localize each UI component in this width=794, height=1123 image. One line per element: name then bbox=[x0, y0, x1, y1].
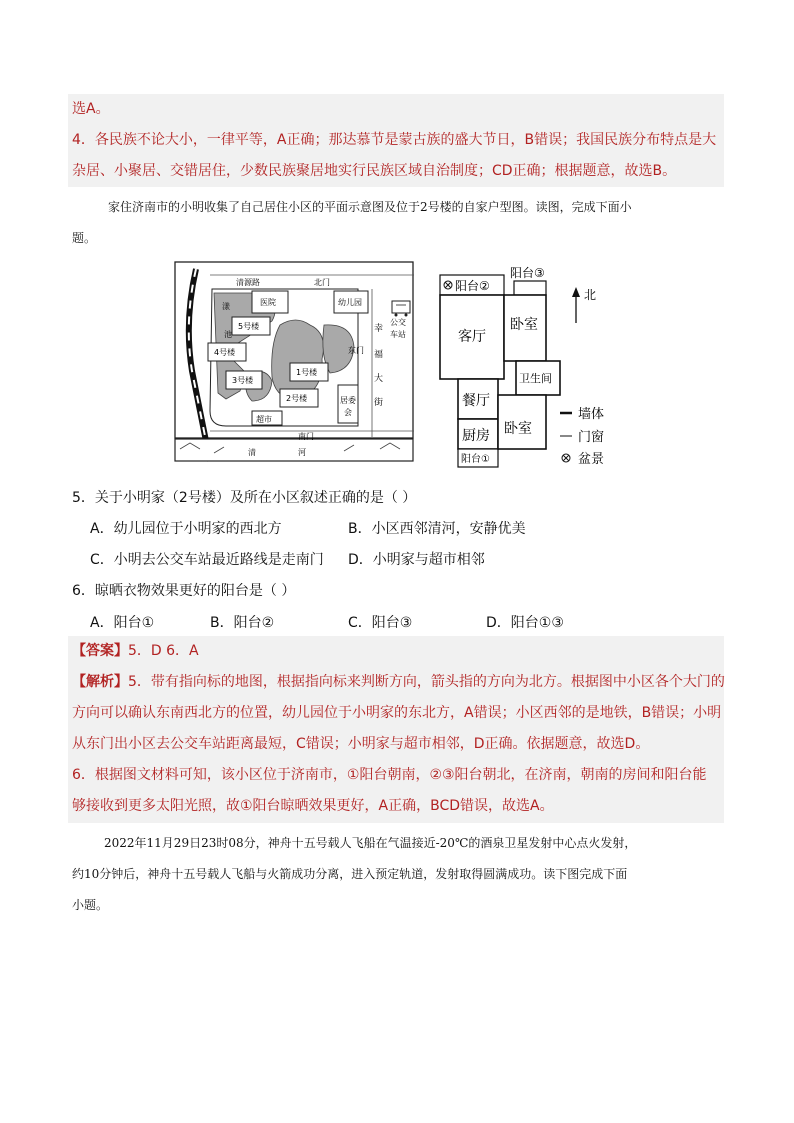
river-label: 河 bbox=[298, 448, 306, 457]
bus-station-label: 公交 bbox=[390, 318, 406, 327]
balcony3-label: 阳台③ bbox=[510, 266, 545, 280]
committee-label: 居委 bbox=[340, 396, 356, 405]
north-gate-label: 北门 bbox=[314, 278, 330, 287]
intro-paragraph-line: 约10分钟后，神舟十五号载人飞船与火箭成功分离，进入预定轨道，发射取得圆满成功。读下图完成下面 bbox=[72, 867, 628, 881]
intro-paragraph-line: 家住济南市的小明收集了自己居住小区的平面示意图及位于2号楼的自家户型图。读图，完成下面小 bbox=[108, 200, 632, 214]
q6-option-a: A．阳台① bbox=[90, 615, 155, 631]
answer-block-q4 bbox=[68, 94, 724, 187]
street-label: 幸 bbox=[374, 324, 384, 334]
building-3-label: 3号楼 bbox=[232, 376, 254, 385]
bedroom-label: 卧室 bbox=[510, 317, 538, 333]
answer-label: 【答案】 bbox=[72, 643, 128, 659]
street-label: 街 bbox=[374, 398, 384, 408]
intro-paragraph-line: 2022年11月29日23时08分，神舟十五号载人飞船在气温接近-20℃的酒泉卫星发射中心点火发射， bbox=[104, 836, 637, 850]
q6-option-c: C．阳台③ bbox=[348, 615, 413, 631]
road-label: 清源路 bbox=[236, 278, 260, 287]
q5-option-d: D．小明家与超市相邻 bbox=[348, 552, 485, 568]
analysis-line: 从东门出小区去公交车站距离最短，C错误；小明家与超市相邻，D正确。依据题意，故选D。 bbox=[72, 736, 650, 752]
living-room-label: 客厅 bbox=[458, 329, 486, 345]
q5-option-a: A．幼儿园位于小明家的西北方 bbox=[90, 521, 282, 537]
analysis-label: 【解析】 bbox=[72, 674, 128, 690]
question-6-stem: 6．晾晒衣物效果更好的阳台是（ ） bbox=[72, 583, 296, 599]
legend-door-label: 门窗 bbox=[578, 430, 605, 445]
east-gate-label: 东门 bbox=[348, 346, 364, 355]
bus-station-label: 车站 bbox=[390, 330, 406, 339]
answer-line: 杂居、小聚居、交错居住，少数民族聚居地实行民族区域自治制度；CD正确；根据题意，故选B。 bbox=[72, 163, 677, 179]
intro-paragraph-line: 题。 bbox=[72, 231, 97, 245]
analysis-line bbox=[68, 667, 724, 698]
question-5-stem: 5．关于小明家（2号楼）及所在小区叙述正确的是（ ） bbox=[72, 490, 417, 506]
q6-option-d: D．阳台①③ bbox=[486, 615, 564, 631]
q5-option-b: B．小区西邻清河，安静优美 bbox=[348, 521, 526, 537]
answer-line bbox=[68, 636, 724, 667]
community-map bbox=[174, 261, 414, 471]
plant-icon bbox=[444, 281, 452, 289]
analysis-line: 方向可以确认东南西北方的位置，幼儿园位于小明家的东北方，A错误；小区西邻的是地铁，B错误；小明 bbox=[72, 705, 722, 721]
intro-paragraph-line: 小题。 bbox=[72, 898, 109, 912]
analysis-line: 6．根据图文材料可知，该小区位于济南市，①阳台朝南，②③阳台朝北，在济南，朝南的房间和阳台能 bbox=[72, 767, 707, 783]
balcony2-label: 阳台② bbox=[455, 279, 490, 293]
q6-option-b: B．阳台② bbox=[210, 615, 275, 631]
analysis-text: 5．带有指向标的地图，根据指向标来判断方向，箭头指的方向为北方。根据图中小区各个大门的 bbox=[128, 674, 725, 690]
building-4-label: 4号楼 bbox=[214, 348, 236, 357]
lake-label: 漾 bbox=[222, 302, 230, 311]
bedroom-label: 卧室 bbox=[504, 421, 532, 437]
street-label: 大 bbox=[374, 374, 384, 384]
south-gate-label: 南门 bbox=[298, 432, 314, 441]
lake-label: 池 bbox=[224, 330, 232, 339]
committee-label: 会 bbox=[344, 408, 352, 417]
building-5-label: 5号楼 bbox=[238, 322, 260, 331]
answer-line: 选A。 bbox=[72, 101, 110, 117]
legend-wall-label: 墙体 bbox=[578, 407, 605, 422]
kindergarten-label: 幼儿园 bbox=[338, 298, 362, 307]
floor-plan bbox=[436, 261, 616, 471]
kitchen-label: 厨房 bbox=[462, 428, 490, 444]
balcony1-label: 阳台① bbox=[461, 454, 490, 465]
north-arrow-icon bbox=[572, 287, 580, 323]
answer-line: 4．各民族不论大小，一律平等，A正确；那达慕节是蒙古族的盛大节日，B错误；我国民族分布特点是大 bbox=[72, 132, 717, 148]
bathroom-label: 卫生间 bbox=[519, 372, 552, 385]
hospital-label: 医院 bbox=[260, 298, 276, 307]
north-label: 北 bbox=[584, 288, 597, 302]
building-1-label: 1号楼 bbox=[296, 368, 318, 377]
answer-text: 5．D 6．A bbox=[128, 643, 199, 659]
q5-option-c: C．小明去公交车站最近路线是走南门 bbox=[90, 552, 324, 568]
river-label: 清 bbox=[248, 448, 256, 457]
legend-plant-label: 盆景 bbox=[578, 452, 605, 467]
supermarket-label: 超市 bbox=[256, 415, 272, 424]
building-2-label: 2号楼 bbox=[286, 394, 308, 403]
dining-label: 餐厅 bbox=[462, 393, 490, 409]
answer-analysis-block bbox=[68, 636, 724, 823]
analysis-line: 够接收到更多太阳光照，故①阳台晾晒效果更好，A正确，BCD错误，故选A。 bbox=[72, 798, 554, 814]
street-label: 福 bbox=[374, 350, 384, 360]
legend-plant-icon bbox=[562, 454, 570, 462]
